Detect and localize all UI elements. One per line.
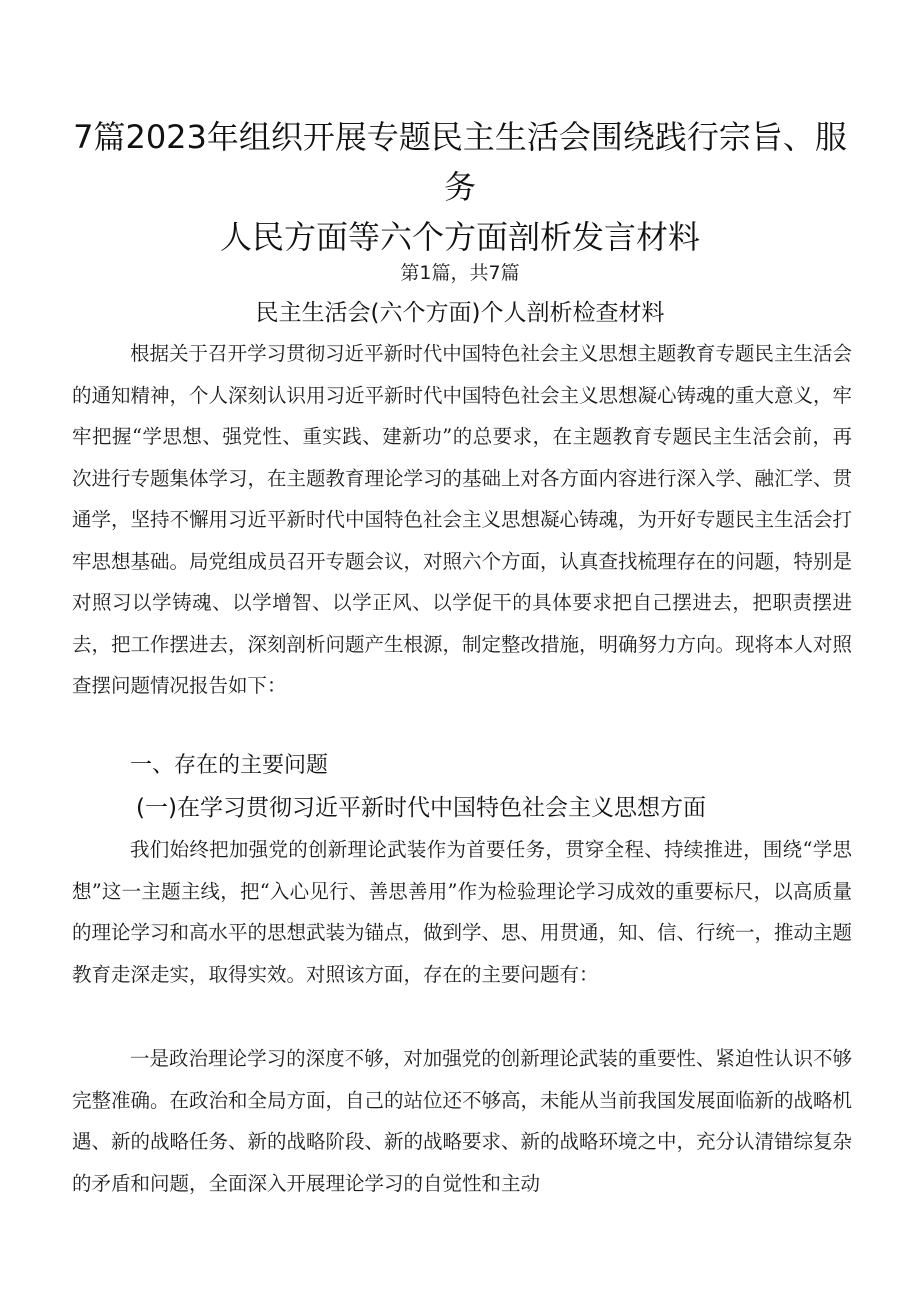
body-paragraph-study: 我们始终把加强党的创新理论武装作为首要任务，贯穿全程、持续推进，围绕“学思想”这一主题主线，把“入心见行、善思善用”作为检验理论学习成效的重要标尺，以高质量的理论学习和高水平的思想武装为锚点，做到学、思、用贯通，知、信、行统一，推动主题教育走深走实，取得实效。对照该方面，存在的主要问题有： bbox=[72, 838, 853, 986]
document-title bbox=[60, 112, 860, 262]
part-label: 第1篇，共7篇 bbox=[400, 262, 520, 284]
heading-main-problems: 一、存在的主要问题 bbox=[130, 753, 329, 778]
body-paragraph-problem-1: 一是政治理论学习的深度不够，对加强党的创新理论武装的重要性、紧迫性认识不够完整准确。在政治和全局方面，自己的站位还不够高，未能从当前我国发展面临新的战略机遇、新的战略任务、新的战略阶段、新的战略要求、新的战略环境之中，充分认清错综复杂的矛盾和问题，全面深入开展理论学习的自觉性和主动 bbox=[72, 1047, 853, 1195]
section-title: 民主生活会(六个方面)个人剖析检查材料 bbox=[255, 300, 665, 326]
heading-subsection-1: (一)在学习贯彻习近平新时代中国特色社会主义思想方面 bbox=[136, 795, 706, 821]
body-paragraph-intro: 根据关于召开学习贯彻习近平新时代中国特色社会主义思想主题教育专题民主生活会的通知精神，个人深刻认识用习近平新时代中国特色社会主义思想凝心铸魂的重大意义，牢牢把握“学思想、强党性、重实践、建新功”的总要求，在主题教育专题民主生活会前，再次进行专题集体学习，在主题教育理论学习的基础上对各方面内容进行深入学、融汇学、贯通学，坚持不懈用习近平新时代中国特色社会主义思想凝心铸魂，为开好专题民主生活会打牢思想基础。局党组成员召开专题会议，对照六个方面，认真查找梳理存在的问题，特别是对照习以学铸魂、以学增智、以学正风、以学促干的具体要求把自己摆进去，把职责摆进去，把工作摆进去，深刻剖析问题产生根源，制定整改措施，明确努力方向。现将本人对照查摆问题情况报告如下： bbox=[72, 342, 853, 697]
document-title-line-2: 人民方面等六个方面剖析发言材料 bbox=[219, 218, 700, 256]
document-title-line-1: 7篇2023年组织开展专题民主生活会围绕践行宗旨、服务 bbox=[73, 118, 847, 206]
